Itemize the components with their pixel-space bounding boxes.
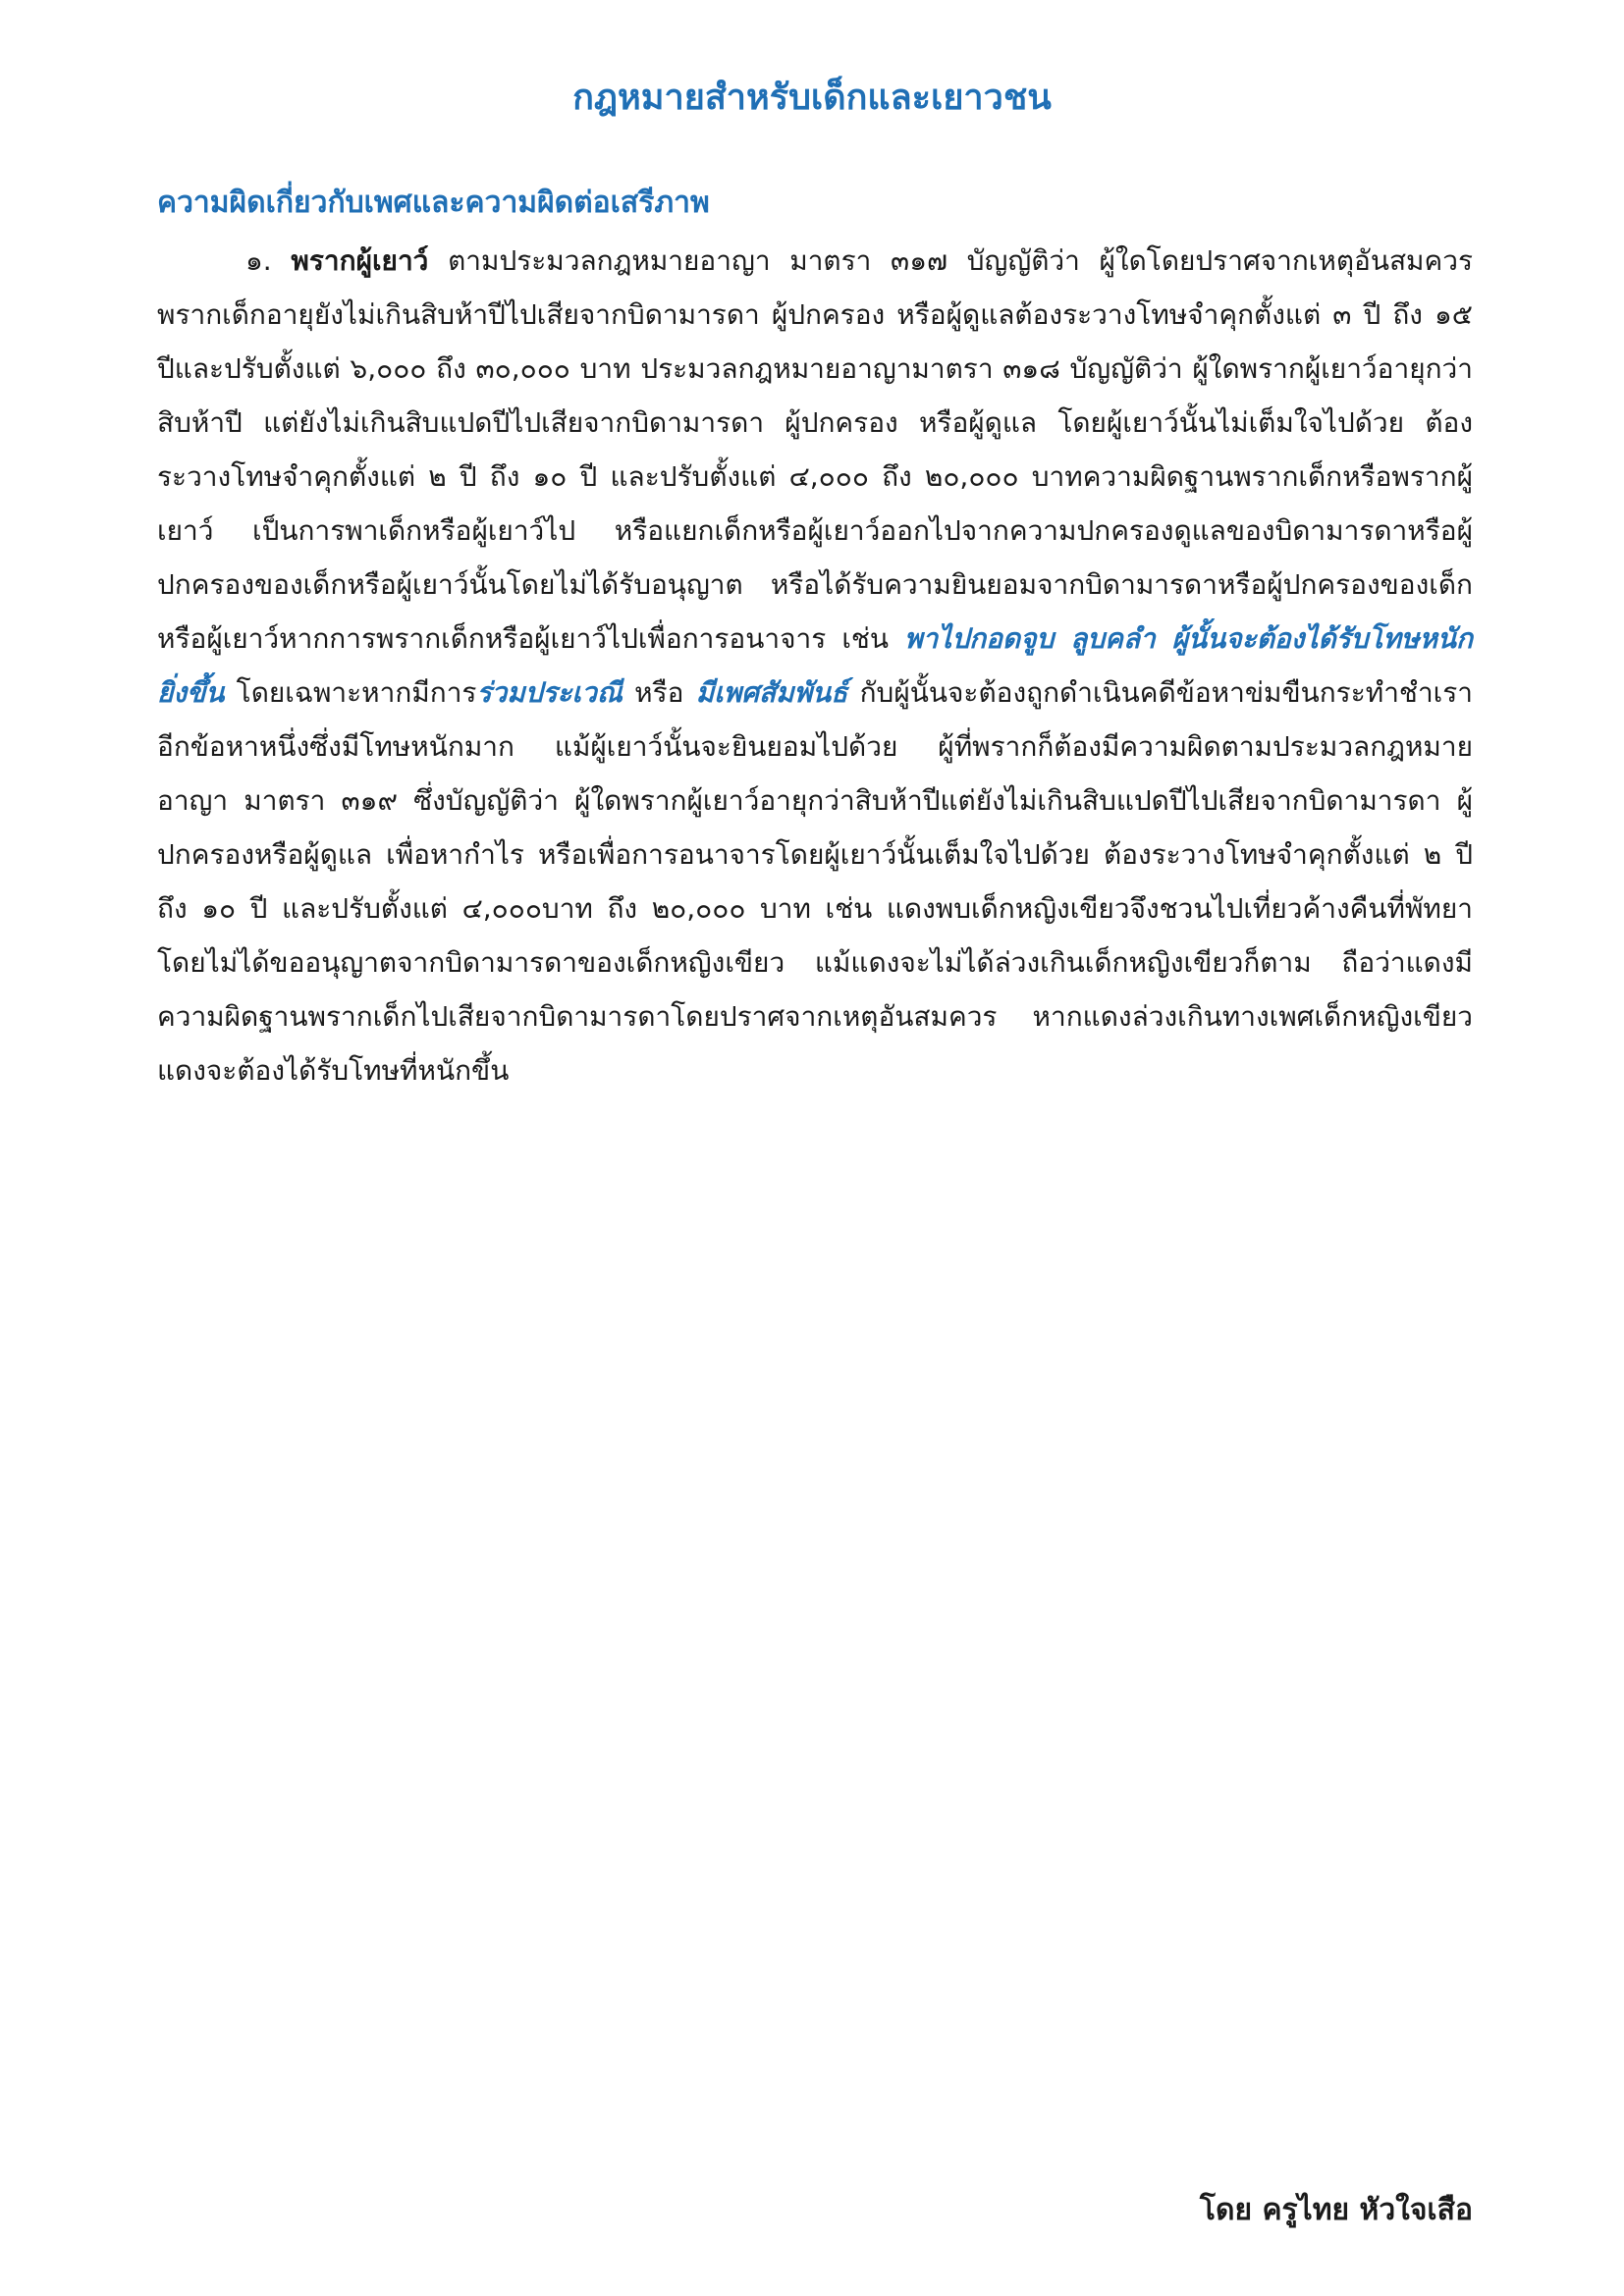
paragraph-number: ๑. [245,244,272,277]
paragraph-text-2: โดยเฉพาะหากมีการ [224,676,477,709]
author-credit: โดย ครูไทย หัวใจเสือ [1199,2193,1473,2227]
paragraph-text-3: หรือ [622,676,696,709]
paragraph-lead-term: พรากผู้เยาว์ [291,244,429,277]
emphasis-text-3: มีเพศสัมพันธ์ [695,676,848,709]
emphasis-text-1: พาไปกอดจูบ ลูบคลำ ผู้นั้นจะต้องได้รับโทษหนักยิ่งขึ้น [157,622,1473,709]
paragraph-text-4: กับผู้นั้นจะต้องถูกดำเนินคดีข้อหาข่มขืนกระทำชำเราอีกข้อหาหนึ่งซึ่งมีโทษหนักมาก แม้ผู้เยาว์นั้นจะยินยอมไปด้วย ผู้ที่พรากก็ต้องมีความผิดตามประมวลกฎหมายอาญา มาตรา ๓๑๙ ซึ่งบัญญัติว่า ผู้ใดพรากผู้เยาว์อายุกว่าสิบห้าปีแต่ยังไม่เกินสิบแปดปีไปเสียจากบิดามารดา ผู้ปกครองหรือผู้ดูแล เพื่อหากำไร หรือเพื่อการอนาจารโดยผู้เยาว์นั้นเต็มใจไปด้วย ต้องระวางโทษจำคุกตั้งแต่ ๒ ปี ถึง ๑๐ ปี และปรับตั้งแต่ ๔,๐๐๐บาท ถึง ๒๐,๐๐๐ บาท เช่น แดงพบเด็กหญิงเขียวจึงชวนไปเที่ยวค้างคืนที่พัทยา โดยไม่ได้ขออนุญาตจากบิดามารดาของเด็กหญิงเขียว แม้แดงจะไม่ได้ล่วงเกินเด็กหญิงเขียวก็ตาม ถือว่าแดงมีความผิดฐานพรากเด็กไปเสียจากบิดามารดาโดยปราศจากเหตุอันสมควร หากแดงล่วงเกินทางเพศเด็กหญิงเขียว แดงจะต้องได้รับโทษที่หนักขึ้น [157,676,1473,1087]
section-heading: ความผิดเกี่ยวกับเพศและความผิดต่อเสรีภาพ [157,186,710,220]
emphasis-text-2: ร่วมประเวณี [476,676,623,709]
page-title: กฎหมายสำหรับเด็กและเยาวชน [572,78,1052,118]
paragraph-text-1: ตามประมวลกฎหมายอาญา มาตรา ๓๑๗ บัญญัติว่า ผู้ใดโดยปราศจากเหตุอันสมควรพรากเด็กอายุยังไม่เกินสิบห้าปีไปเสียจากบิดามารดา ผู้ปกครอง หรือผู้ดูแลต้องระวางโทษจำคุกตั้งแต่ ๓ ปี ถึง ๑๕ ปีและปรับตั้งแต่ ๖,๐๐๐ ถึง ๓๐,๐๐๐ บาท ประมวลกฎหมายอาญามาตรา ๓๑๘ บัญญัติว่า ผู้ใดพรากผู้เยาว์อายุกว่าสิบห้าปี แต่ยังไม่เกินสิบแปดปีไปเสียจากบิดามารดา ผู้ปกครอง หรือผู้ดูแล โดยผู้เยาว์นั้นไม่เต็มใจไปด้วย ต้องระวางโทษจำคุกตั้งแต่ ๒ ปี ถึง ๑๐ ปี และปรับตั้งแต่ ๔,๐๐๐ ถึง ๒๐,๐๐๐ บาทความผิดฐานพรากเด็กหรือพรากผู้เยาว์ เป็นการพาเด็กหรือผู้เยาว์ไป หรือแยกเด็กหรือผู้เยาว์ออกไปจากความปกครองดูแลของบิดามารดาหรือผู้ปกครองของเด็กหรือผู้เยาว์นั้นโดยไม่ได้รับอนุญาต หรือได้รับความยินยอมจากบิดามารดาหรือผู้ปกครองของเด็กหรือผู้เยาว์หากการพรากเด็กหรือผู้เยาว์ไปเพื่อการอนาจาร เช่น [157,244,1474,655]
body-paragraph [157,234,1473,1097]
